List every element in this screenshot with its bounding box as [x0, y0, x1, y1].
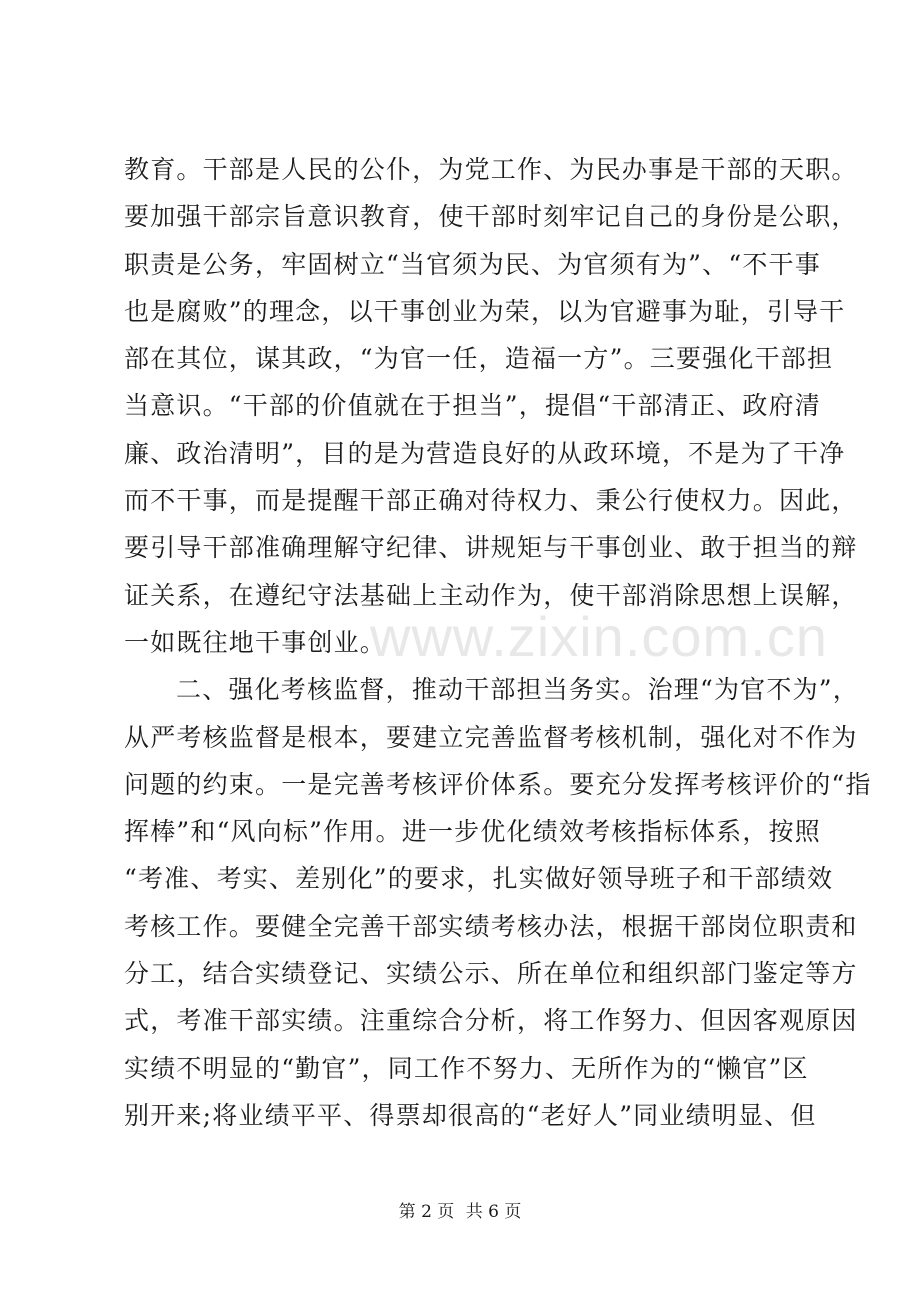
text-line: 也是腐败”的理念，以干事创业为荣，以为官避事为耻，引导干 [124, 296, 846, 326]
text-line: 分工，结合实绩登记、实绩公示、所在单位和组织部门鉴定等方 [124, 959, 858, 989]
text-line: 要加强干部宗旨意识教育，使干部时刻牢记自己的身份是公职， [124, 202, 858, 232]
watermark: www.zixin.com.cn [370, 605, 828, 668]
text-line: 问题的约束。一是完善考核评价体系。要充分发挥考核评价的“指 [124, 769, 872, 799]
text-line: 挥棒”和“风向标”作用。进一步优化绩效考核指标体系，按照 [124, 817, 821, 847]
text-line: 实绩不明显的“勤官”，同工作不努力、无所作为的“懒官”区 [124, 1053, 809, 1083]
text-line: 要引导干部准确理解守纪律、讲规矩与干事创业、敢于担当的辩 [124, 533, 858, 563]
text-line: “考准、考实、差别化”的要求，扎实做好领导班子和干部绩效 [124, 864, 834, 894]
paragraph-1 [124, 146, 858, 666]
text-line: 而不干事，而是提醒干部正确对待权力、秉公行使权力。因此， [124, 486, 858, 516]
page-total: 共 6 页 [465, 1202, 522, 1222]
text-line: 别开来;将业绩平平、得票却很高的“老好人”同业绩明显、但 [124, 1100, 817, 1130]
text-line: 当意识。“干部的价值就在于担当”，提倡“干部清正、政府清 [124, 391, 821, 421]
text-line: 职责是公务，牢固树立“当官须为民、为官须有为”、“不干事 [124, 249, 821, 279]
text-line: 证关系，在遵纪守法基础上主动作为，使干部消除思想上误解， [124, 580, 858, 610]
text-line: 二、强化考核监督，推动干部担当务实。治理“为官不为”， [176, 675, 859, 705]
text-line: 从严考核监督是根本，要建立完善监督考核机制，强化对不作为 [124, 722, 858, 752]
text-line: 部在其位，谋其政，“为官一任，造福一方”。三要强化干部担 [124, 344, 834, 374]
paragraph-2 [124, 666, 872, 1139]
text-line: 考核工作。要健全完善干部实绩考核办法，根据干部岗位职责和 [124, 911, 858, 941]
text-line: 一如既往地干事创业。 [124, 627, 387, 657]
page-number: 第 2 页 [398, 1202, 455, 1222]
text-line: 教育。干部是人民的公仆，为党工作、为民办事是干部的天职。 [124, 155, 858, 184]
document-body [124, 146, 872, 1139]
text-line: 廉、政治清明”，目的是为营造良好的从政环境，不是为了干净 [124, 438, 846, 468]
text-line: 式，考准干部实绩。注重综合分析，将工作努力、但因客观原因 [124, 1006, 858, 1036]
page-footer [0, 1197, 920, 1222]
